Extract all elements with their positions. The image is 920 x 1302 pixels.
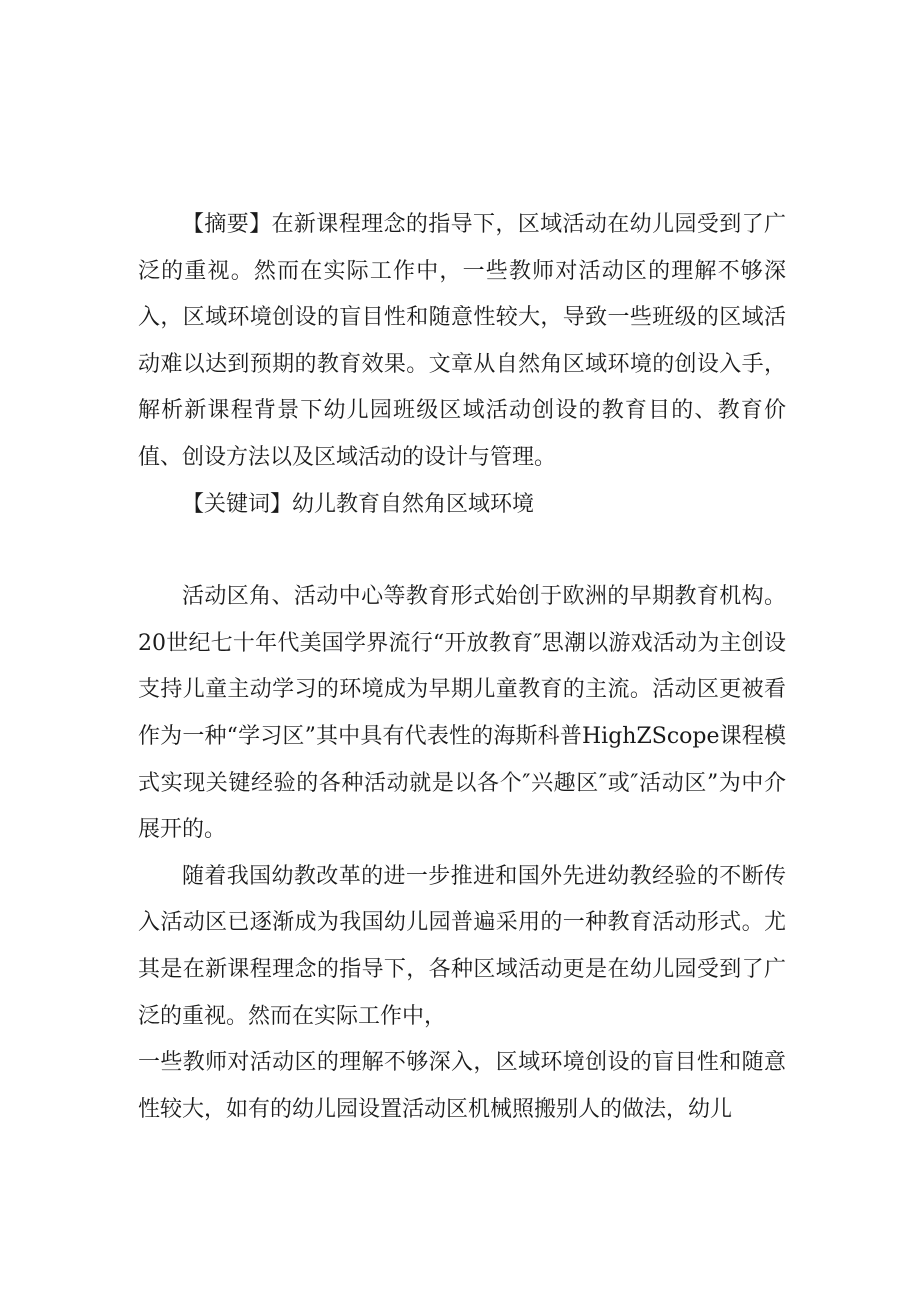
body-paragraph-2: 随着我国幼教改革的进一步推进和国外先进幼教经验的不断传入活动区已逐渐成为我国幼儿园普遍采用的一种教育活动形式。尤其是在新课程理念的指导下，各种区域活动更是在幼儿园受到了广泛的重视。然而在实际工作中， — [138, 863, 786, 1029]
abstract-paragraph: 【摘要】在新课程理念的指导下，区域活动在幼儿园受到了广泛的重视。然而在实际工作中，一些教师对活动区的理解不够深入，区域环境创设的盲目性和随意性较大，导致一些班级的区域活动难以达到预期的教育效果。文章从自然角区域环境的创设入手，解析新课程背景下幼儿园班级区域活动创设的教育目的、教育价值、创设方法以及区域活动的设计与管理。 — [138, 212, 786, 470]
keywords-paragraph: 【关键词】幼儿教育自然角区域环境 — [182, 491, 535, 517]
document-page — [138, 202, 786, 1133]
body-paragraph-3: 一些教师对活动区的理解不够深入，区域环境创设的盲目性和随意性较大，如有的幼儿园设置活动区机械照搬别人的做法，幼儿 — [138, 1050, 786, 1122]
body-paragraph-1: 活动区角、活动中心等教育形式始创于欧洲的早期教育机构。20世纪七十年代美国学界流行“开放教育″思潮以游戏活动为主创设支持儿童主动学习的环境成为早期儿童教育的主流。活动区更被看作为一种“学习区”其中具有代表性的海斯科普HighZScope课程模式实现关键经验的各种活动就是以各个″兴趣区″或″活动区”为中介展开的。 — [138, 584, 786, 843]
